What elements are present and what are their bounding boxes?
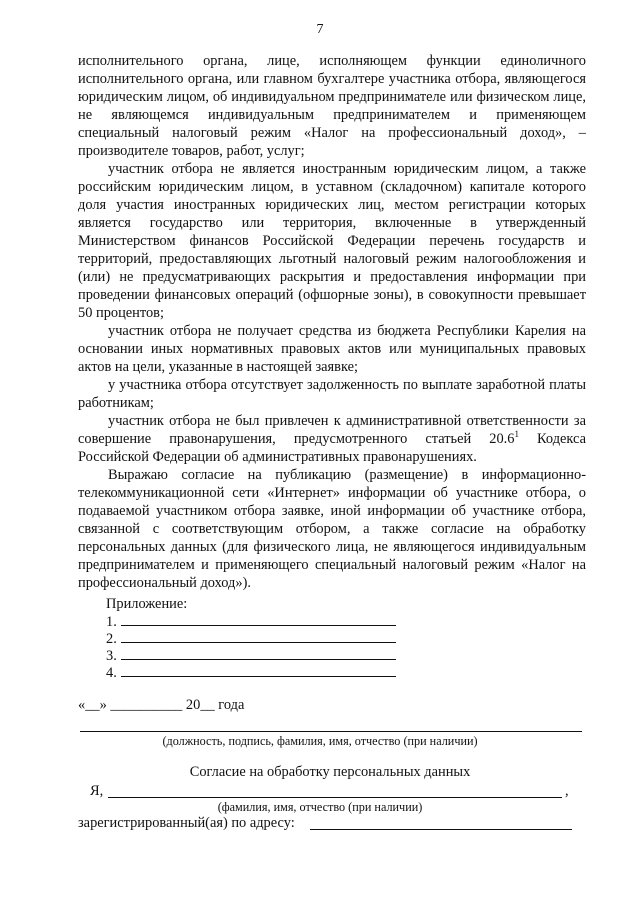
signature-caption: (должность, подпись, фамилия, имя, отчество (при наличии) (162, 734, 478, 748)
paragraph-5 (78, 412, 586, 466)
address-input-line[interactable] (310, 829, 572, 830)
fio-caption: (фамилия, имя, отчество (при наличии) (217, 800, 423, 814)
address-label: зарегистрированный(ая) по адресу: (78, 815, 295, 831)
paragraph-5-text: участник отбора не был привлечен к административной ответственности за совершение правонарушения, предусмотренного статьей 20.6 (78, 413, 586, 447)
attachment-number: 1. (106, 614, 117, 630)
attachment-number: 3. (106, 648, 117, 664)
attachment-item[interactable] (106, 612, 396, 630)
paragraph-3: участник отбора не получает средства из бюджета Республики Карелия на основании иных нормативных правовых актов или муниципальных правовых актов на цели, указанные в настоящей заявке; (78, 323, 586, 375)
paragraph-5-tail: Кодекса Российской Федерации об административных правонарушениях. (78, 431, 586, 465)
superscript: 1 (514, 429, 519, 440)
attachment-item[interactable] (106, 629, 396, 647)
date-line[interactable]: «__» __________ 20__ года (78, 697, 245, 713)
paragraph-4: у участника отбора отсутствует задолженность по выплате заработной платы работникам; (78, 377, 586, 411)
comma: , (565, 783, 569, 799)
fio-input-line[interactable] (108, 797, 562, 798)
paragraph-1: исполнительного органа, лице, исполняющем функции единоличного исполнительного органа, или главном бухгалтере участника отбора, являющегося юридическим лицом, об индивидуальном предпринимателе или физическом лице, не являющемся индивидуальным предпринимателем и применяющем специальный налоговый режим «Налог на профессиональный доход», – производителе товаров, работ, услуг; (78, 53, 586, 159)
document-body (78, 52, 586, 592)
paragraph-2: участник отбора не является иностранным юридическим лицом, а также российским юридическим лицом, в уставном (складочном) капитале которого доля участия иностранных юридических лиц, местом регистрации которых является государство или территория, включенные в утвержденный Министерством финансов Российской Федерации перечень государств и территорий, предоставляющих льготный налоговый режим налогообложения и (или) не предусматривающих раскрытия и предоставления информации при проведении финансовых операций (офшорные зоны), в совокупности превышает 50 процентов; (78, 161, 586, 321)
blank-line (121, 663, 396, 677)
blank-line (121, 612, 396, 626)
consent-title: Согласие на обработку персональных данных (189, 764, 471, 780)
signature-line[interactable] (80, 731, 582, 732)
ya-label: Я, (90, 783, 104, 799)
attachment-item[interactable] (106, 663, 396, 681)
page-number: 7 (316, 22, 324, 37)
paragraph-6: Выражаю согласие на публикацию (размещение) в информационно-телекоммуникационной сети «Интернет» информации об участнике отбора, о подаваемой участником отбора заявке, иной информации об участнике отбора, связанной с соответствующим отбором, а также согласие на обработку персональных данных (для физического лица, не являющегося индивидуальным предпринимателем и применяющего специальный налоговый режим «Налог на профессиональный доход»). (78, 467, 586, 591)
attachment-item[interactable] (106, 646, 396, 664)
attachment-number: 4. (106, 665, 117, 681)
blank-line (121, 646, 396, 660)
blank-line (121, 629, 396, 643)
attachment-number: 2. (106, 631, 117, 647)
attachment-title: Приложение: (106, 596, 188, 612)
